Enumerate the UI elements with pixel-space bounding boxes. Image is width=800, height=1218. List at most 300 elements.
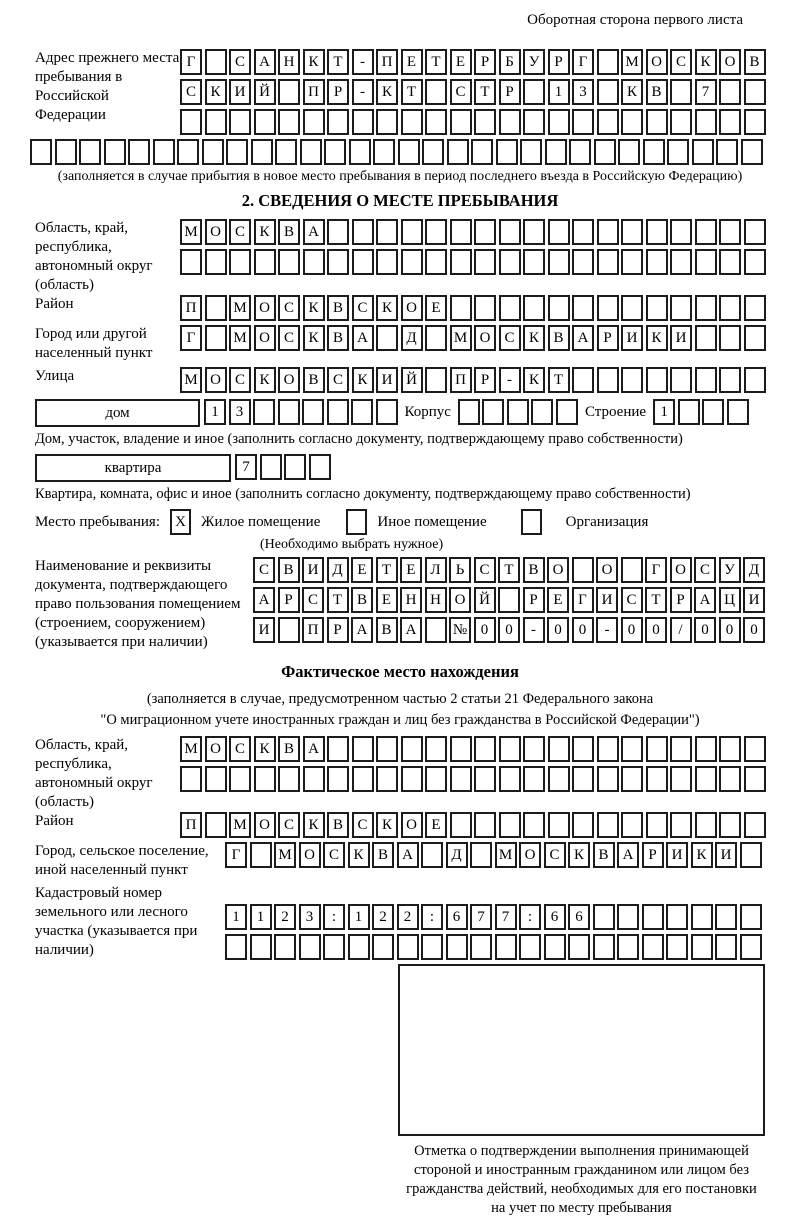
char-box[interactable] — [719, 219, 741, 245]
char-box[interactable] — [474, 109, 496, 135]
stay-type-checkbox-residential[interactable]: X — [170, 509, 191, 535]
char-box[interactable] — [372, 934, 394, 960]
char-box[interactable] — [715, 934, 737, 960]
char-box[interactable] — [617, 904, 639, 930]
char-box[interactable]: Р — [670, 587, 692, 613]
char-box[interactable]: - — [499, 367, 521, 393]
char-box[interactable] — [474, 295, 496, 321]
char-box[interactable]: Т — [327, 49, 349, 75]
char-box[interactable] — [104, 139, 126, 165]
char-box[interactable]: Н — [425, 587, 447, 613]
char-box[interactable]: Й — [254, 79, 276, 105]
char-box[interactable] — [205, 812, 227, 838]
char-box[interactable] — [177, 139, 199, 165]
char-box[interactable] — [670, 109, 692, 135]
char-box[interactable] — [621, 736, 643, 762]
char-box[interactable] — [254, 766, 276, 792]
char-box[interactable]: Г — [180, 49, 202, 75]
char-box[interactable]: И — [670, 325, 692, 351]
char-box[interactable]: У — [719, 557, 741, 583]
char-box[interactable]: Т — [401, 79, 423, 105]
char-box[interactable] — [425, 367, 447, 393]
char-box[interactable] — [523, 79, 545, 105]
char-box[interactable]: Т — [548, 367, 570, 393]
char-box[interactable]: 3 — [299, 904, 321, 930]
char-box[interactable] — [727, 399, 749, 425]
char-box[interactable] — [327, 249, 349, 275]
char-box[interactable] — [425, 249, 447, 275]
char-box[interactable]: Е — [547, 587, 569, 613]
char-box[interactable]: У — [523, 49, 545, 75]
char-box[interactable] — [425, 219, 447, 245]
char-box[interactable]: О — [254, 295, 276, 321]
char-box[interactable]: К — [523, 367, 545, 393]
char-box[interactable] — [597, 249, 619, 275]
char-box[interactable] — [205, 325, 227, 351]
char-box[interactable] — [744, 109, 766, 135]
char-box[interactable] — [572, 736, 594, 762]
char-box[interactable]: 2 — [274, 904, 296, 930]
char-box[interactable] — [670, 249, 692, 275]
char-box[interactable] — [327, 219, 349, 245]
char-box[interactable] — [260, 454, 282, 480]
char-box[interactable] — [572, 249, 594, 275]
char-box[interactable]: А — [352, 325, 374, 351]
char-box[interactable] — [450, 812, 472, 838]
char-box[interactable] — [572, 295, 594, 321]
char-box[interactable] — [352, 109, 374, 135]
char-box[interactable]: Р — [474, 49, 496, 75]
char-box[interactable] — [471, 139, 493, 165]
char-box[interactable] — [450, 766, 472, 792]
char-box[interactable] — [425, 617, 447, 643]
char-box[interactable]: Н — [400, 587, 422, 613]
char-box[interactable]: С — [302, 587, 324, 613]
char-box[interactable] — [352, 249, 374, 275]
char-box[interactable] — [30, 139, 52, 165]
char-box[interactable]: 0 — [547, 617, 569, 643]
char-box[interactable] — [425, 109, 447, 135]
char-box[interactable]: 2 — [397, 904, 419, 930]
char-box[interactable] — [55, 139, 77, 165]
char-box[interactable]: 1 — [225, 904, 247, 930]
char-box[interactable] — [180, 766, 202, 792]
char-box[interactable] — [719, 325, 741, 351]
char-box[interactable]: К — [621, 79, 643, 105]
char-box[interactable] — [250, 934, 272, 960]
char-box[interactable] — [597, 766, 619, 792]
char-box[interactable] — [450, 249, 472, 275]
char-box[interactable] — [621, 367, 643, 393]
char-box[interactable] — [695, 812, 717, 838]
char-box[interactable]: Т — [376, 557, 398, 583]
char-box[interactable] — [695, 249, 717, 275]
char-box[interactable] — [597, 219, 619, 245]
char-box[interactable]: К — [348, 842, 370, 868]
char-box[interactable] — [205, 109, 227, 135]
char-box[interactable]: 0 — [498, 617, 520, 643]
char-box[interactable] — [719, 367, 741, 393]
char-box[interactable] — [327, 399, 349, 425]
char-box[interactable] — [523, 109, 545, 135]
char-box[interactable]: С — [352, 295, 374, 321]
char-box[interactable] — [695, 109, 717, 135]
char-box[interactable]: В — [327, 295, 349, 321]
char-box[interactable]: П — [450, 367, 472, 393]
char-box[interactable] — [421, 934, 443, 960]
char-box[interactable] — [226, 139, 248, 165]
char-box[interactable]: О — [299, 842, 321, 868]
char-box[interactable] — [376, 399, 398, 425]
char-box[interactable] — [744, 79, 766, 105]
char-box[interactable]: К — [376, 812, 398, 838]
char-box[interactable]: В — [376, 617, 398, 643]
char-box[interactable] — [303, 109, 325, 135]
char-box[interactable]: Р — [278, 587, 300, 613]
char-box[interactable] — [597, 295, 619, 321]
char-box[interactable] — [229, 109, 251, 135]
char-box[interactable] — [376, 325, 398, 351]
char-box[interactable] — [348, 934, 370, 960]
char-box[interactable] — [556, 399, 578, 425]
char-box[interactable]: 7 — [695, 79, 717, 105]
char-box[interactable]: В — [523, 557, 545, 583]
char-box[interactable] — [447, 139, 469, 165]
char-box[interactable] — [666, 904, 688, 930]
char-box[interactable] — [376, 766, 398, 792]
char-box[interactable] — [621, 219, 643, 245]
char-box[interactable] — [744, 219, 766, 245]
char-box[interactable]: А — [400, 617, 422, 643]
char-box[interactable] — [205, 766, 227, 792]
char-box[interactable] — [695, 736, 717, 762]
char-box[interactable]: И — [376, 367, 398, 393]
char-box[interactable] — [719, 812, 741, 838]
char-box[interactable]: О — [254, 325, 276, 351]
char-box[interactable] — [670, 367, 692, 393]
char-box[interactable] — [572, 367, 594, 393]
char-box[interactable]: - — [352, 79, 374, 105]
char-box[interactable] — [376, 736, 398, 762]
char-box[interactable] — [572, 219, 594, 245]
char-box[interactable] — [666, 934, 688, 960]
char-box[interactable] — [621, 766, 643, 792]
char-box[interactable] — [474, 736, 496, 762]
char-box[interactable] — [520, 139, 542, 165]
char-box[interactable]: М — [274, 842, 296, 868]
char-box[interactable] — [496, 139, 518, 165]
char-box[interactable]: Л — [425, 557, 447, 583]
char-box[interactable]: С — [253, 557, 275, 583]
char-box[interactable] — [670, 812, 692, 838]
char-box[interactable]: К — [303, 295, 325, 321]
char-box[interactable] — [572, 557, 594, 583]
char-box[interactable] — [278, 79, 300, 105]
char-box[interactable] — [180, 249, 202, 275]
char-box[interactable]: С — [621, 587, 643, 613]
char-box[interactable] — [548, 812, 570, 838]
char-box[interactable] — [425, 766, 447, 792]
char-box[interactable]: В — [372, 842, 394, 868]
char-box[interactable]: Й — [474, 587, 496, 613]
char-box[interactable] — [744, 812, 766, 838]
char-box[interactable]: А — [303, 736, 325, 762]
char-box[interactable]: 6 — [446, 904, 468, 930]
char-box[interactable]: 2 — [372, 904, 394, 930]
char-box[interactable]: О — [547, 557, 569, 583]
char-box[interactable]: М — [229, 295, 251, 321]
char-box[interactable]: А — [694, 587, 716, 613]
char-box[interactable] — [642, 904, 664, 930]
char-box[interactable] — [470, 842, 492, 868]
char-box[interactable] — [593, 904, 615, 930]
char-box[interactable]: И — [229, 79, 251, 105]
char-box[interactable] — [670, 219, 692, 245]
char-box[interactable]: К — [695, 49, 717, 75]
char-box[interactable] — [545, 139, 567, 165]
char-box[interactable] — [275, 139, 297, 165]
char-box[interactable]: О — [254, 812, 276, 838]
char-box[interactable]: Д — [446, 842, 468, 868]
char-box[interactable]: 3 — [572, 79, 594, 105]
char-box[interactable]: А — [617, 842, 639, 868]
char-box[interactable]: : — [323, 904, 345, 930]
char-box[interactable]: С — [278, 812, 300, 838]
char-box[interactable]: М — [229, 812, 251, 838]
char-box[interactable] — [597, 49, 619, 75]
char-box[interactable] — [499, 766, 521, 792]
char-box[interactable]: С — [229, 219, 251, 245]
char-box[interactable]: Г — [180, 325, 202, 351]
char-box[interactable]: С — [544, 842, 566, 868]
char-box[interactable]: П — [303, 79, 325, 105]
char-box[interactable]: 6 — [544, 904, 566, 930]
char-box[interactable]: Т — [425, 49, 447, 75]
stay-type-checkbox-other[interactable] — [346, 509, 367, 535]
char-box[interactable]: Д — [327, 557, 349, 583]
char-box[interactable]: И — [253, 617, 275, 643]
char-box[interactable]: А — [303, 219, 325, 245]
char-box[interactable]: О — [519, 842, 541, 868]
char-box[interactable]: П — [180, 812, 202, 838]
char-box[interactable]: О — [670, 557, 692, 583]
char-box[interactable] — [300, 139, 322, 165]
char-box[interactable] — [450, 219, 472, 245]
char-box[interactable]: Е — [376, 587, 398, 613]
char-box[interactable]: 0 — [474, 617, 496, 643]
char-box[interactable] — [572, 812, 594, 838]
char-box[interactable]: Р — [642, 842, 664, 868]
char-box[interactable]: 1 — [548, 79, 570, 105]
char-box[interactable] — [719, 109, 741, 135]
char-box[interactable] — [278, 617, 300, 643]
char-box[interactable]: П — [376, 49, 398, 75]
char-box[interactable]: К — [523, 325, 545, 351]
char-box[interactable]: Р — [327, 79, 349, 105]
char-box[interactable] — [719, 79, 741, 105]
char-box[interactable] — [278, 109, 300, 135]
char-box[interactable] — [425, 79, 447, 105]
char-box[interactable]: С — [278, 295, 300, 321]
char-box[interactable]: В — [278, 219, 300, 245]
char-box[interactable] — [667, 139, 689, 165]
char-box[interactable] — [695, 766, 717, 792]
char-box[interactable] — [621, 249, 643, 275]
char-box[interactable] — [499, 295, 521, 321]
char-box[interactable] — [352, 736, 374, 762]
char-box[interactable]: 1 — [348, 904, 370, 930]
char-box[interactable]: № — [449, 617, 471, 643]
char-box[interactable] — [744, 249, 766, 275]
char-box[interactable] — [482, 399, 504, 425]
char-box[interactable] — [740, 904, 762, 930]
char-box[interactable]: Е — [425, 812, 447, 838]
char-box[interactable]: Т — [474, 79, 496, 105]
char-box[interactable] — [323, 934, 345, 960]
char-box[interactable]: : — [519, 904, 541, 930]
char-box[interactable] — [544, 934, 566, 960]
char-box[interactable]: С — [474, 557, 496, 583]
char-box[interactable] — [719, 249, 741, 275]
char-box[interactable]: В — [646, 79, 668, 105]
char-box[interactable] — [499, 219, 521, 245]
char-box[interactable] — [695, 325, 717, 351]
char-box[interactable] — [646, 249, 668, 275]
char-box[interactable] — [621, 295, 643, 321]
char-box[interactable] — [716, 139, 738, 165]
char-box[interactable] — [128, 139, 150, 165]
char-box[interactable]: С — [352, 812, 374, 838]
char-box[interactable] — [744, 325, 766, 351]
char-box[interactable] — [79, 139, 101, 165]
char-box[interactable]: Б — [499, 49, 521, 75]
char-box[interactable] — [349, 139, 371, 165]
char-box[interactable] — [646, 812, 668, 838]
char-box[interactable] — [719, 766, 741, 792]
char-box[interactable] — [422, 139, 444, 165]
char-box[interactable]: А — [572, 325, 594, 351]
char-box[interactable]: Е — [400, 557, 422, 583]
char-box[interactable]: О — [205, 736, 227, 762]
char-box[interactable]: О — [474, 325, 496, 351]
char-box[interactable] — [499, 109, 521, 135]
char-box[interactable] — [474, 766, 496, 792]
char-box[interactable] — [691, 904, 713, 930]
char-box[interactable] — [523, 219, 545, 245]
char-box[interactable]: - — [596, 617, 618, 643]
char-box[interactable] — [523, 766, 545, 792]
char-box[interactable]: О — [719, 49, 741, 75]
char-box[interactable]: 7 — [495, 904, 517, 930]
char-box[interactable] — [225, 934, 247, 960]
char-box[interactable]: И — [743, 587, 765, 613]
char-box[interactable] — [719, 295, 741, 321]
stay-type-checkbox-organization[interactable] — [521, 509, 542, 535]
char-box[interactable]: И — [621, 325, 643, 351]
char-box[interactable]: В — [548, 325, 570, 351]
char-box[interactable]: Е — [450, 49, 472, 75]
char-box[interactable] — [691, 934, 713, 960]
char-box[interactable]: 6 — [568, 904, 590, 930]
char-box[interactable]: В — [278, 557, 300, 583]
char-box[interactable]: 1 — [250, 904, 272, 930]
char-box[interactable]: С — [229, 367, 251, 393]
char-box[interactable] — [229, 766, 251, 792]
char-box[interactable] — [740, 842, 762, 868]
char-box[interactable] — [695, 367, 717, 393]
char-box[interactable]: Г — [572, 49, 594, 75]
char-box[interactable] — [702, 399, 724, 425]
char-box[interactable] — [621, 557, 643, 583]
char-box[interactable]: С — [670, 49, 692, 75]
char-box[interactable] — [474, 249, 496, 275]
char-box[interactable] — [303, 766, 325, 792]
char-box[interactable] — [401, 736, 423, 762]
char-box[interactable]: Н — [278, 49, 300, 75]
char-box[interactable]: С — [323, 842, 345, 868]
char-box[interactable] — [254, 249, 276, 275]
char-box[interactable]: Р — [327, 617, 349, 643]
char-box[interactable]: : — [421, 904, 443, 930]
char-box[interactable]: Д — [401, 325, 423, 351]
char-box[interactable] — [568, 934, 590, 960]
char-box[interactable]: 0 — [719, 617, 741, 643]
char-box[interactable] — [495, 934, 517, 960]
char-box[interactable] — [284, 454, 306, 480]
char-box[interactable] — [646, 736, 668, 762]
char-box[interactable] — [548, 219, 570, 245]
char-box[interactable]: И — [666, 842, 688, 868]
char-box[interactable] — [719, 736, 741, 762]
char-box[interactable] — [278, 249, 300, 275]
char-box[interactable]: Е — [351, 557, 373, 583]
char-box[interactable]: Д — [743, 557, 765, 583]
char-box[interactable] — [327, 109, 349, 135]
char-box[interactable]: О — [646, 49, 668, 75]
char-box[interactable]: П — [180, 295, 202, 321]
char-box[interactable] — [205, 249, 227, 275]
char-box[interactable] — [474, 812, 496, 838]
char-box[interactable]: К — [646, 325, 668, 351]
char-box[interactable] — [309, 454, 331, 480]
char-box[interactable]: 0 — [621, 617, 643, 643]
char-box[interactable]: 0 — [645, 617, 667, 643]
char-box[interactable]: С — [229, 736, 251, 762]
char-box[interactable]: А — [254, 49, 276, 75]
char-box[interactable] — [548, 109, 570, 135]
char-box[interactable]: В — [327, 812, 349, 838]
char-box[interactable]: Е — [401, 49, 423, 75]
char-box[interactable] — [446, 934, 468, 960]
char-box[interactable]: С — [450, 79, 472, 105]
char-box[interactable] — [621, 812, 643, 838]
char-box[interactable]: 1 — [653, 399, 675, 425]
char-box[interactable] — [278, 399, 300, 425]
char-box[interactable]: М — [229, 325, 251, 351]
char-box[interactable] — [646, 367, 668, 393]
char-box[interactable] — [153, 139, 175, 165]
char-box[interactable] — [670, 766, 692, 792]
char-box[interactable] — [740, 934, 762, 960]
char-box[interactable] — [376, 109, 398, 135]
char-box[interactable] — [569, 139, 591, 165]
char-box[interactable] — [597, 812, 619, 838]
char-box[interactable] — [646, 766, 668, 792]
char-box[interactable]: К — [303, 812, 325, 838]
char-box[interactable]: М — [495, 842, 517, 868]
char-box[interactable] — [397, 934, 419, 960]
char-box[interactable] — [523, 295, 545, 321]
